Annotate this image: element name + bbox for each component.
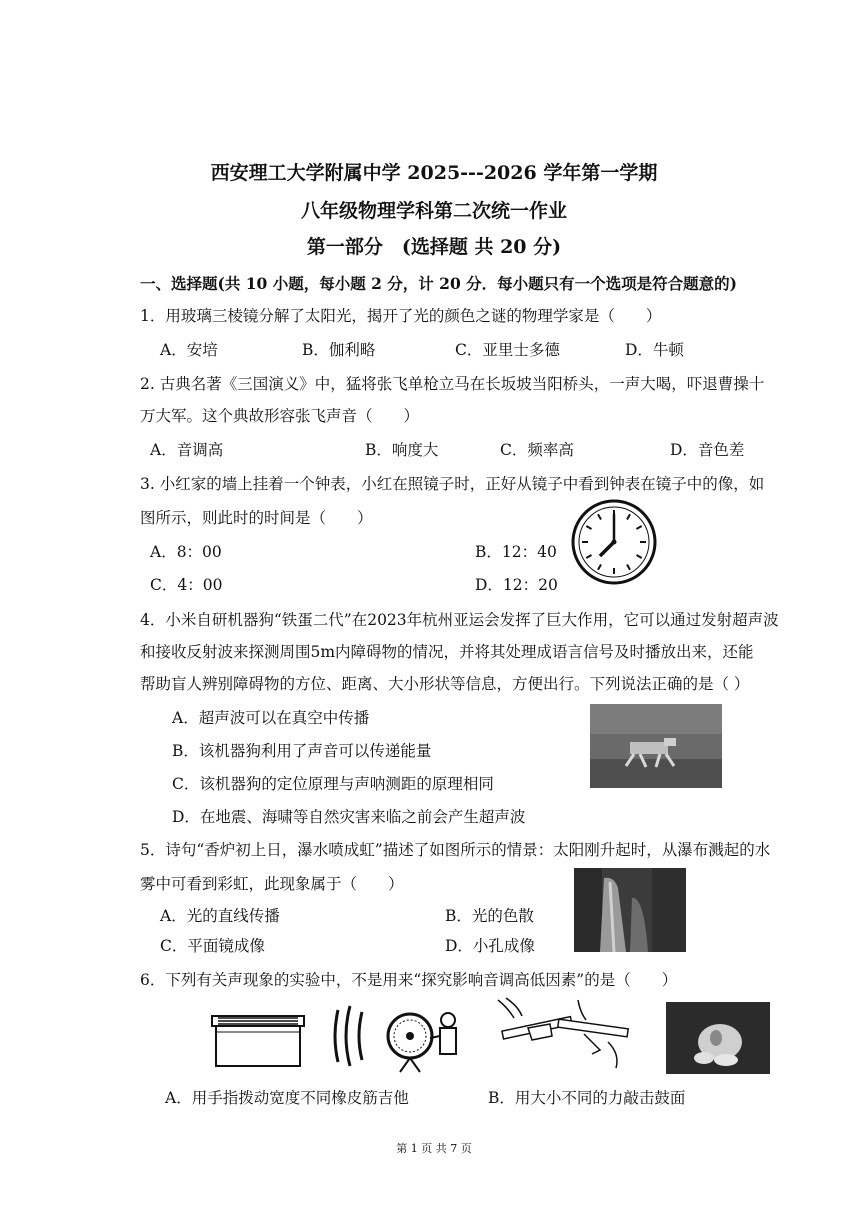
question-6-text: 6．下列有关声现象的实验中，不是用来“探究影响音调高低因素”的是（ ） [140, 971, 678, 989]
q2-option-b: B．响度大 [365, 441, 439, 459]
q3-option-c: C．4：00 [150, 576, 223, 594]
q5-option-b: B．光的色散 [445, 907, 534, 925]
question-4-text-line3: 帮助盲人辨别障碍物的方位、距离、大小形状等信息，方便出行。下列说法正确的是（ ） [140, 675, 750, 693]
q1-option-a: A．安培 [160, 341, 218, 359]
page-footer: 第 1 页 共 7 页 [396, 1142, 472, 1155]
rubber-band-guitar-icon [208, 1002, 308, 1070]
question-5-text-line2: 雾中可看到彩虹，此现象属于（ ） [140, 875, 404, 893]
part-title: 第一部分 (选择题 共 20 分) [306, 236, 562, 258]
q5-option-a: A．光的直线传播 [160, 907, 280, 925]
q3-option-b: B．12：40 [475, 543, 557, 561]
q4-option-c: C．该机器狗的定位原理与声呐测距的原理相同 [172, 775, 494, 793]
q1-option-c: C．亚里士多德 [455, 341, 560, 359]
q2-option-a: A．音调高 [150, 441, 224, 459]
section-heading: 一、选择题(共 10 小题，每小题 2 分，计 20 分．每小题只有一个选项是符合题意的) [140, 274, 737, 293]
drum-photo [666, 1002, 770, 1074]
q2-option-c: C．频率高 [500, 441, 574, 459]
q1-option-b: B．伽利略 [302, 341, 376, 359]
q1-option-d: D．牛顿 [625, 341, 684, 359]
exam-subtitle: 八年级物理学科第二次统一作业 [300, 200, 567, 222]
q2-option-d: D．音色差 [670, 441, 745, 459]
question-3-text-line1: 3. 小红家的墙上挂着一个钟表，小红在照镜子时，正好从镜子中看到钟表在镜子中的像，如 [140, 475, 765, 493]
q5-option-d: D．小孔成像 [445, 937, 535, 955]
ruler-icon [488, 994, 638, 1074]
question-2-text-line2: 万大军。这个典故形容张飞声音（ ） [140, 407, 420, 425]
speaker-gear-icon [330, 998, 470, 1074]
question-4-text-line1: 4．小米自研机器狗“铁蛋二代”在2023年杭州亚运会发挥了巨大作用，它可以通过发射超声波 [140, 611, 779, 629]
q6-option-b: B．用大小不同的力敲击鼓面 [488, 1089, 686, 1107]
exam-title: 西安理工大学附属中学 2025---2026 学年第一学期 [210, 162, 658, 184]
q4-option-b: B．该机器狗利用了声音可以传递能量 [172, 742, 432, 760]
q3-option-d: D．12：20 [475, 576, 558, 594]
q4-option-d: D．在地震、海啸等自然灾害来临之前会产生超声波 [172, 808, 526, 826]
question-1-text: 1．用玻璃三棱镜分解了太阳光，揭开了光的颜色之谜的物理学家是（ ） [140, 307, 662, 325]
question-2-text-line1: 2. 古典名著《三国演义》中，猛将张飞单枪立马在长坂坡当阳桥头，一声大喝，吓退曹操十 [140, 375, 765, 393]
robot-dog-photo [590, 704, 722, 788]
waterfall-photo [574, 868, 686, 952]
question-4-text-line2: 和接收反射波来探测周围5m内障碍物的情况，并将其处理成语言信号及时播放出来，还能 [140, 643, 754, 661]
clock-icon [570, 498, 658, 586]
question-5-text-line1: 5．诗句“香炉初上日，瀑水喷成虹”描述了如图所示的情景：太阳刚升起时，从瀑布溅起的水 [140, 841, 771, 859]
q5-option-c: C．平面镜成像 [160, 937, 265, 955]
q4-option-a: A．超声波可以在真空中传播 [172, 709, 370, 727]
q6-option-a: A．用手指拨动宽度不同橡皮筋吉他 [165, 1089, 409, 1107]
question-3-text-line2: 图所示，则此时的时间是（ ） [140, 509, 373, 527]
q3-option-a: A．8：00 [150, 543, 222, 561]
